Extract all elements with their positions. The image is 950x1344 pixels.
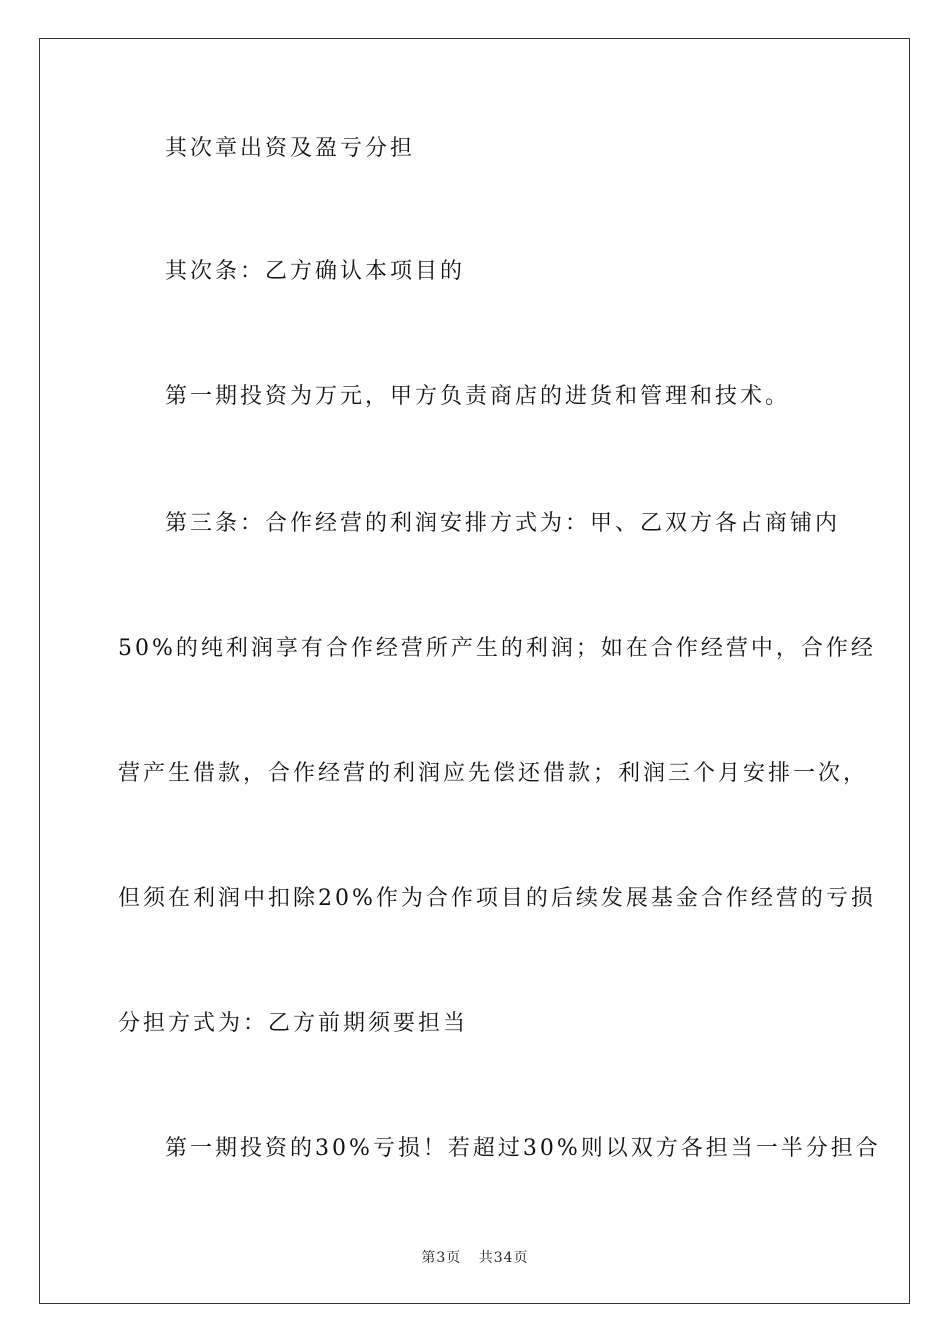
- body-line: 50%的纯利润享有合作经营所产生的利润；如在合作经营中，合作经: [118, 636, 876, 661]
- page-number: 第3页: [421, 1250, 462, 1266]
- body-line: 第一期投资的30%亏损！若超过30%则以双方各担当一半分担合: [165, 1136, 881, 1161]
- body-line: 第三条：合作经营的利润安排方式为：甲、乙双方各占商铺内: [165, 511, 841, 536]
- page-footer: [0, 1247, 950, 1267]
- body-line: 第一期投资为万元，甲方负责商店的进货和管理和技术。: [165, 384, 791, 409]
- chapter-heading: 其次章出资及盈亏分担: [165, 136, 416, 161]
- body-line: 营产生借款，合作经营的利润应先偿还借款；利润三个月安排一次，: [118, 761, 869, 786]
- page-border: [39, 38, 910, 1304]
- total-pages: 共34页: [478, 1250, 529, 1266]
- body-line: 分担方式为：乙方前期须要担当: [118, 1011, 469, 1036]
- body-line: 但须在利润中扣除20%作为合作项目的后续发展基金合作经营的亏损: [118, 886, 876, 911]
- body-line: 其次条：乙方确认本项目的: [165, 259, 466, 284]
